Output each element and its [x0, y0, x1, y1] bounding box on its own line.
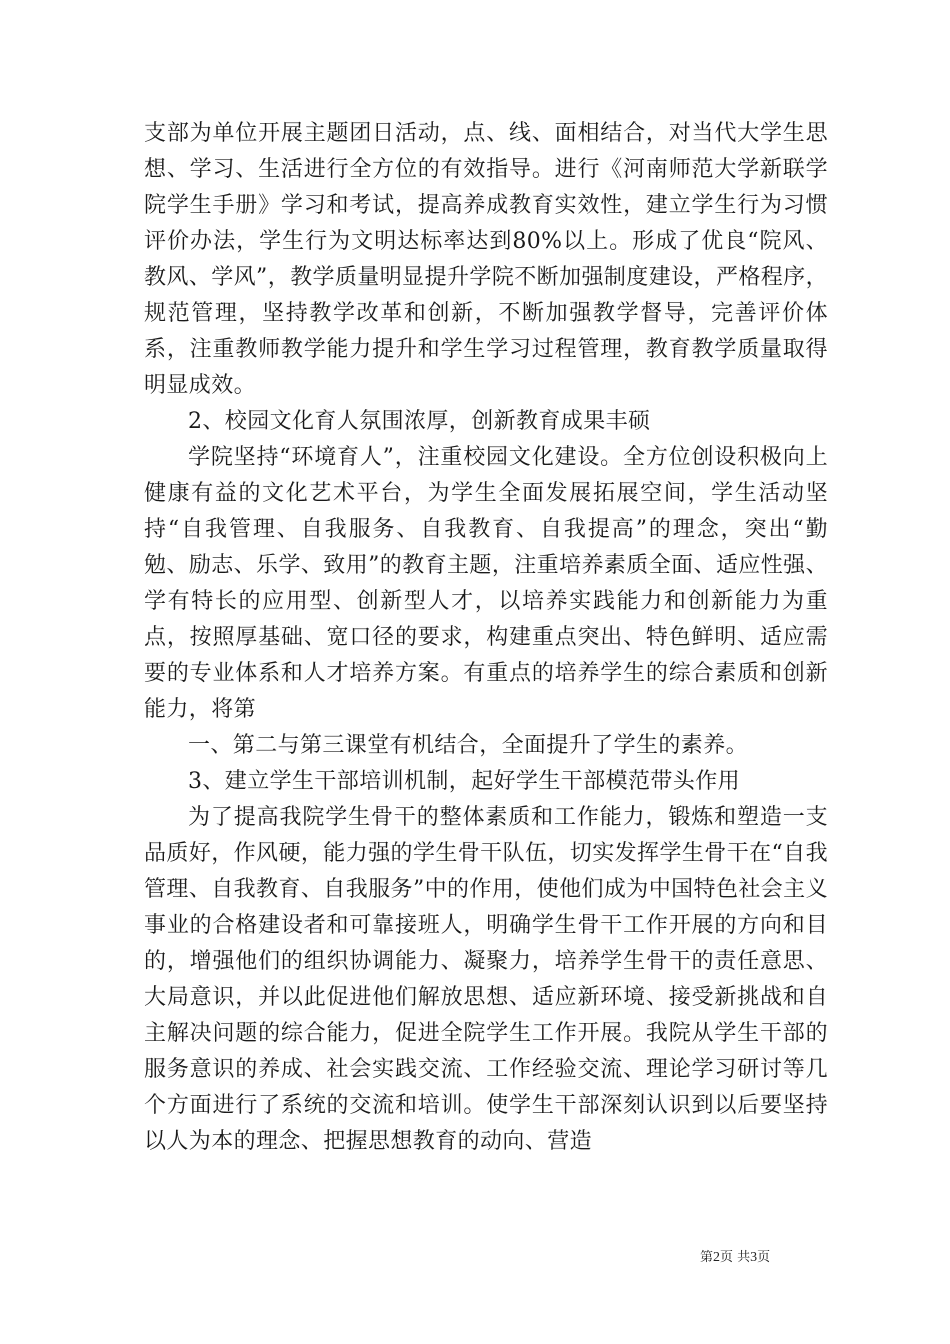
footer-middle: 页 共 — [720, 1250, 751, 1265]
paragraph-6: 为了提高我院学生骨干的整体素质和工作能力，锻炼和塑造一支品质好，作风硬，能力强的学生骨干队伍，切实发挥学生骨干在“自我管理、自我教育、自我服务”中的作用，使他们成为中国特色社会主义事业的合格建设者和可靠接班人，明确学生骨干工作开展的方向和目的，增强他们的组织协调能力、凝聚力，培养学生骨干的责任意思、大局意识，并以此促进他们解放思想、适应新环境、接受新挑战和自主解决问题的综合能力，促进全院学生工作开展。我院从学生干部的服务意识的养成、社会实践交流、工作经验交流、理论学习研讨等几个方面进行了系统的交流和培训。使学生干部深刻认识到以后要坚持以人为本的理念、把握思想教育的动向、营造 — [144, 805, 828, 1154]
body-text — [144, 116, 828, 1160]
page-number-footer — [700, 1246, 830, 1266]
paragraph-4: 一、第二与第三课堂有机结合，全面提升了学生的素养。 — [188, 733, 749, 758]
paragraph-1: 支部为单位开展主题团日活动，点、线、面相结合，对当代大学生思想、学习、生活进行全方位的有效指导。进行《河南师范大学新联学院学生手册》学习和考试，提高养成教育实效性，建立学生行为习惯评价办法，学生行为文明达标率达到80%以上。形成了优良“院风、教风、学风”，教学质量明显提升学院不断加强制度建设，严格程序，规范管理，坚持教学改革和创新，不断加强教学督导，完善评价体系，注重教师教学能力提升和学生学习过程管理，教育教学质量取得明显成效。 — [144, 121, 828, 398]
section-heading-2: 2、校园文化育人氛围浓厚，创新教育成果丰硕 — [188, 409, 651, 434]
current-page-number: 2 — [713, 1250, 721, 1265]
paragraph-3: 学院坚持“环境育人”，注重校园文化建设。全方位创设积极向上健康有益的文化艺术平台，为学生全面发展拓展空间，学生活动坚持“自我管理、自我服务、自我教育、自我提高”的理念，突出“勤勉、励志、乐学、致用”的教育主题，注重培养素质全面、适应性强、学有特长的应用型、创新型人才，以培养实践能力和创新能力为重点，按照厚基础、宽口径的要求，构建重点突出、特色鲜明、适应需要的专业体系和人才培养方案。有重点的培养学生的综合素质和创新能力，将第 — [144, 445, 828, 722]
footer-suffix: 页 — [757, 1250, 771, 1265]
section-heading-3: 3、建立学生干部培训机制，起好学生干部模范带头作用 — [188, 769, 740, 794]
footer-prefix: 第 — [700, 1250, 714, 1265]
total-page-count: 3 — [750, 1250, 758, 1265]
